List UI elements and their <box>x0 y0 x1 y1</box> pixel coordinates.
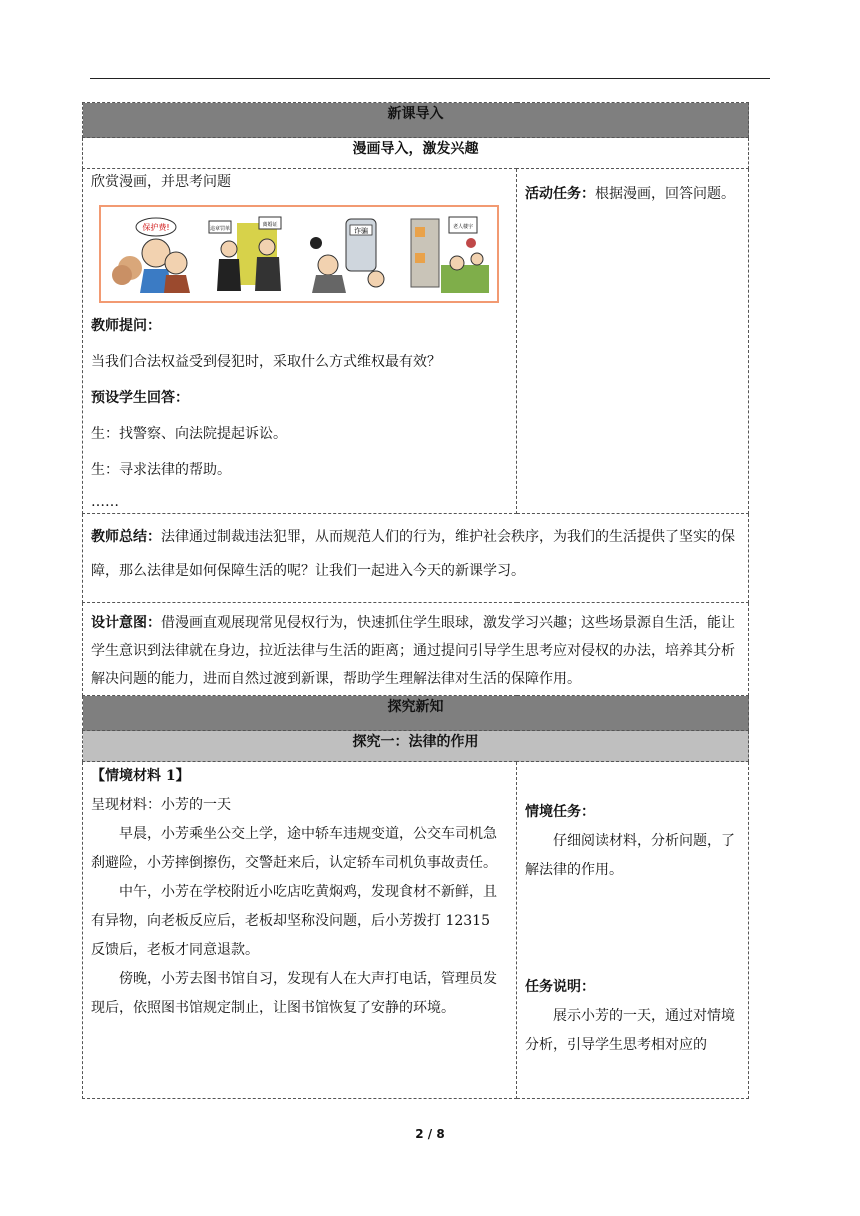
comic-panel-protection-fee <box>108 213 194 295</box>
lesson-table <box>82 102 749 1099</box>
preset-answer-label: 预设学生回答： <box>91 390 189 406</box>
teacher-summary-cell <box>83 514 749 603</box>
teacher-question-label: 教师提问： <box>91 318 161 334</box>
material-para-noon: 中午，小芳在学校附近小吃店吃黄焖鸡，发现食材不新鲜，且有异物，向老板反应后，老板却坚称没问题，后小芳拨打 12315 反馈后，老板才同意退款。 <box>91 884 497 958</box>
comic-panel-ticket <box>207 213 293 295</box>
activity-task <box>525 183 740 205</box>
teacher-question: 当我们合法权益受到侵犯时，采取什么方式维权最有效？ <box>91 354 441 370</box>
design-intent-cell <box>83 603 749 696</box>
task-explain-text: 展示小芳的一天，通过对情境分析，引导学生思考相对应的 <box>525 1008 735 1053</box>
subsection-header-intro: 漫画导入，激发兴趣 <box>83 138 749 169</box>
situation-task-label: 情境任务： <box>525 804 595 820</box>
design-label: 设计意图： <box>91 615 161 631</box>
comic-panel-fraud <box>306 213 392 295</box>
situation-task-text: 仔细阅读材料，分析问题，了解法律的作用。 <box>525 833 735 878</box>
comic-strip-image <box>99 205 499 303</box>
subsection-header-explore: 探究一：法律的作用 <box>83 731 749 762</box>
material-left-cell <box>83 762 517 1099</box>
answer-ellipsis: …… <box>91 494 119 510</box>
comic-label-3: 离婚证 <box>261 222 278 228</box>
comic-label-1: 保护费! <box>141 223 170 232</box>
intro-prompt: 欣赏漫画，并思考问题 <box>91 174 231 190</box>
student-answer-1: 生：找警察、向法院提起诉讼。 <box>91 426 287 442</box>
material-title: 【情境材料 1】 <box>91 768 190 784</box>
section-header-intro: 新课导入 <box>83 103 749 138</box>
material-para-morning: 早晨，小芳乘坐公交上学，途中轿车违规变道，公交车司机急刹避险，小芳摔倒擦伤，交警赶来后，认定轿车司机负事故责任。 <box>91 826 497 871</box>
section-header-explore: 探究新知 <box>83 696 749 731</box>
intro-left-cell <box>83 169 517 514</box>
page-number: 2 / 8 <box>415 1127 445 1141</box>
summary-label: 教师总结： <box>91 529 161 545</box>
header-rule <box>90 78 770 79</box>
activity-task-text: 根据漫画，回答问题。 <box>595 186 735 202</box>
material-para-evening: 傍晚，小芳去图书馆自习，发现有人在大声打电话，管理员发现后，依照图书馆规定制止，让图书馆恢复了安静的环境。 <box>91 971 497 1016</box>
design-text: 借漫画直观展现常见侵权行为，快速抓住学生眼球，激发学习兴趣；这些场景源自生活，能让学生意识到法律就在身边，拉近法律与生活的距离；通过提问引导学生思考应对侵权的办法，培养其分析解决问题的能力，进而自然过渡到新课，帮助学生理解法律对生活的保障作用。 <box>91 615 735 687</box>
summary-text: 法律通过制裁违法犯罪，从而规范人们的行为，维护社会秩序，为我们的生活提供了坚实的保障，那么法律是如何保障生活的呢？让我们一起进入今天的新课学习。 <box>91 529 735 579</box>
comic-label-5: 老人楼宇 <box>452 224 473 230</box>
comic-label-2: 违章罚单 <box>209 226 230 232</box>
material-right-cell <box>517 762 749 1099</box>
task-explain-label: 任务说明： <box>525 979 595 995</box>
material-subtitle: 呈现材料：小芳的一天 <box>91 797 231 813</box>
comic-panel-elderly <box>405 213 491 295</box>
comic-label-4: 诈骗 <box>353 227 368 235</box>
student-answer-2: 生：寻求法律的帮助。 <box>91 462 231 478</box>
activity-task-label: 活动任务： <box>525 186 595 202</box>
intro-right-cell <box>517 169 749 514</box>
